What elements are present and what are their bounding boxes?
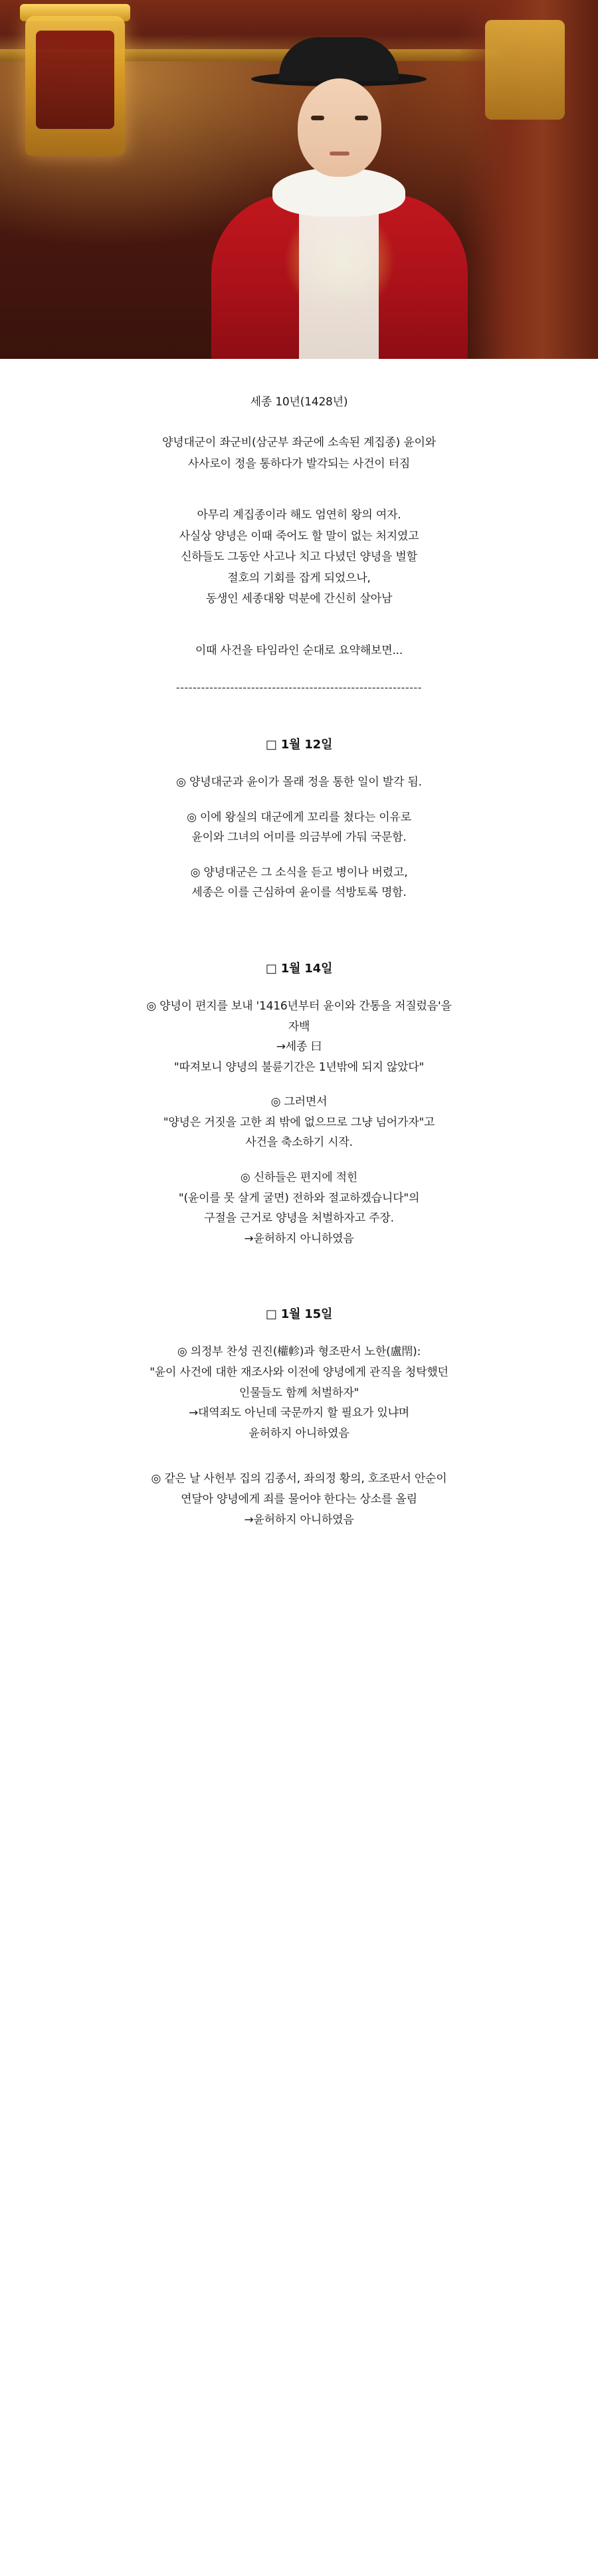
entry-line: 자백 <box>288 1020 310 1033</box>
entry-line: 윤이와 그녀의 어미를 의금부에 가둬 국문함. <box>191 831 407 845</box>
entry-line: ◎ 이에 왕실의 대군에게 꼬리를 쳤다는 이유로 <box>187 810 411 824</box>
timeline-date-heading: □ 1월 15일 <box>265 1307 333 1322</box>
entry-line: "(윤이를 못 살게 굴면) 전하와 절교하겠습니다"의 <box>178 1191 420 1205</box>
intro-detail <box>27 505 571 609</box>
intro-summary-line: 양녕대군이 좌군비(삼군부 좌군에 소속된 계집종) 윤이와 <box>162 436 436 450</box>
timeline-entry <box>27 772 571 793</box>
entry-line: ◎ 신하들은 편지에 적힌 <box>240 1171 358 1185</box>
entry-line: "윤이 사건에 대한 재조사와 이전에 양녕에게 관직을 청탁했던 <box>150 1366 448 1380</box>
entry-line: ◎ 양녕대군은 그 소식을 듣고 병이나 버렸고, <box>190 865 408 879</box>
entry-line: 연달아 양녕에게 죄를 물어야 한다는 상소를 올림 <box>181 1493 417 1506</box>
timeline-entry <box>27 1342 571 1444</box>
entry-line: "따져보니 양녕의 불륜기간은 1년밖에 되지 않았다" <box>173 1060 425 1074</box>
intro-summary-line: 사사로이 정을 통하다가 발각되는 사건이 터짐 <box>187 457 411 471</box>
timeline-entry <box>27 996 571 1077</box>
lantern <box>25 16 125 156</box>
figure-mouth <box>330 152 349 156</box>
intro-detail-line: 신하들도 그동안 사고나 치고 다녔던 양녕을 벌할 <box>181 550 417 564</box>
figure-hat <box>279 37 399 81</box>
pillar-decoration <box>458 0 598 359</box>
entry-line: ◎ 그러면서 <box>270 1095 328 1109</box>
document-body <box>0 359 598 1562</box>
timeline-entry <box>27 1469 571 1530</box>
intro-detail-line: 아무리 계집종이라 해도 엄연히 왕의 여자. <box>197 508 401 522</box>
section-divider: ----------------------------------------------------------- <box>175 681 423 694</box>
entry-line: →윤허하지 아니하였음 <box>244 1513 354 1527</box>
entry-line: 세종은 이를 근심하여 윤이를 석방토록 명함. <box>191 886 407 900</box>
figure-eye-left <box>311 116 324 120</box>
intro-lead: 이때 사건을 타임라인 순대로 요약해보면... <box>195 643 403 657</box>
timeline-date-heading: □ 1월 14일 <box>265 961 333 976</box>
entry-line: 윤허하지 아니하였음 <box>249 1426 349 1440</box>
timeline-entry <box>27 1092 571 1153</box>
timeline-entry <box>27 807 571 848</box>
hero-image <box>0 0 598 359</box>
figure-face <box>298 78 381 177</box>
entry-line: →대역죄도 아닌데 국문까지 할 필요가 있냐며 <box>188 1406 410 1420</box>
entry-line: ◎ 양녕이 편지를 보내 '1416년부터 윤이와 간통을 저질렀음'을 <box>146 999 452 1013</box>
entry-line: "양녕은 거짓을 고한 죄 밖에 없으므로 그냥 넘어가자"고 <box>163 1115 435 1129</box>
document-title: 세종 10년(1428년) <box>250 395 348 409</box>
entry-line: →윤허하지 아니하였음 <box>244 1232 354 1245</box>
intro-summary <box>27 433 571 475</box>
intro-detail-line: 절호의 기회를 잡게 되었으나, <box>227 571 371 585</box>
figure-eye-right <box>355 116 368 120</box>
entry-line: ◎ 양녕대군과 윤이가 몰래 정을 통한 일이 발각 됨. <box>176 775 422 789</box>
entry-line: 인물들도 함께 처벌하자" <box>239 1386 359 1400</box>
entry-line: ◎ 의정부 찬성 권진(權軫)과 형조판서 노한(盧閈): <box>177 1345 421 1359</box>
intro-detail-line: 동생인 세종대왕 덕분에 간신히 살아남 <box>205 592 393 606</box>
timeline-entry <box>27 863 571 903</box>
seated-figure <box>199 37 478 359</box>
intro-detail-line: 사실상 양녕은 이때 죽어도 할 말이 없는 처지였고 <box>179 529 419 543</box>
timeline-entry <box>27 1168 571 1249</box>
entry-line: ◎ 같은 날 사헌부 집의 김종서, 좌의정 황의, 호조판서 안순이 <box>151 1472 447 1486</box>
figure-robe-trim <box>299 195 379 359</box>
entry-line: 구절을 근거로 양녕을 처벌하자고 주장. <box>204 1212 394 1226</box>
entry-line: →세종 曰 <box>276 1040 322 1054</box>
entry-line: 사건을 축소하기 시작. <box>245 1136 353 1150</box>
timeline-date-heading: □ 1월 12일 <box>265 737 333 752</box>
